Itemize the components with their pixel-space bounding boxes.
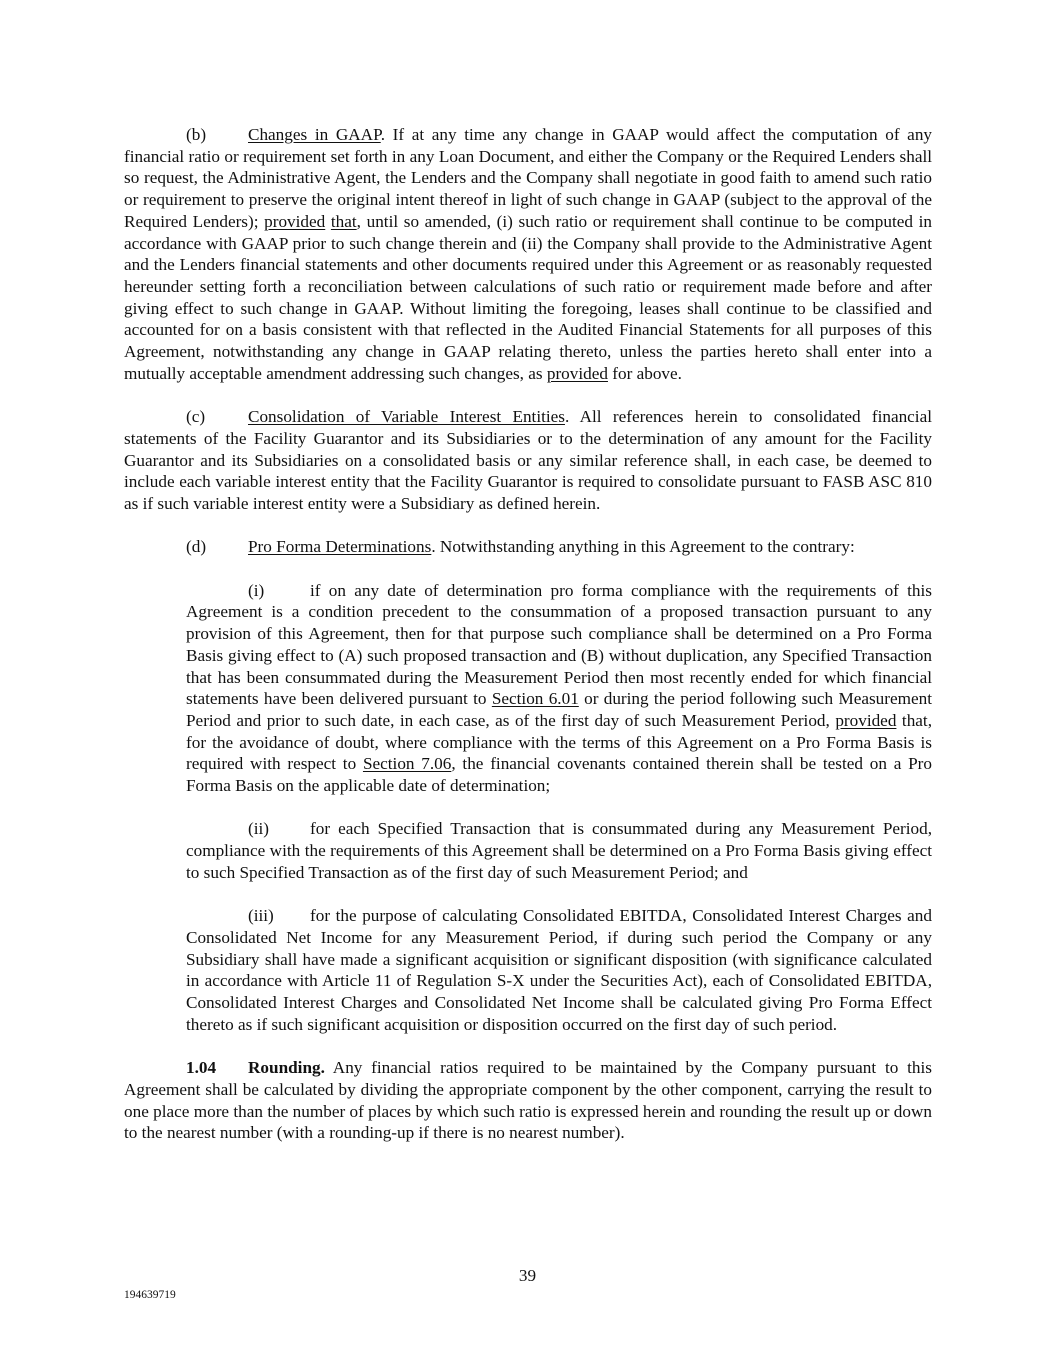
section-c-label: (c) [186, 407, 206, 427]
page-number: 39 [518, 1266, 537, 1285]
section-1-04-text: Any financial ratios required to be maintained by the Company pursuant to this Agreement shall be calculated by dividing the appropriate component by the other component, carrying the result to one place more than the number of places by which such ratio is expressed herein and rounding the result up or down to the nearest number (with a rounding-up if there is no nearest number). [124, 1058, 932, 1143]
section-b-text-cont: , until so amended, (i) such ratio or requirement shall continue to be computed in accordance with GAAP prior to such change therein and (ii) the Company shall provide to the Administrative Agent and the Lenders financial statements and other documents required under this Agreement or as reasonably requested hereunder setting forth a reconciliation between calculations of such ratio or requirement made before and after giving effect to such change in GAAP. Without limiting the foregoing, leases shall continue to be classified and accounted for on a basis consistent with that reflected in the Audited Financial Statements for all purposes of this Agreement, notwithstanding any change in GAAP relating thereto, unless the parties hereto shall enter into a mutually acceptable amendment addressing such changes, as [124, 211, 932, 383]
section-b-text: . If at any time any change in GAAP would affect the computation of any financial ratio or requirement set forth in any Loan Document, and either the Company or the Required Lenders shall so request, the Administrative Agent, the Lenders and the Company shall negotiate in good faith to amend such ratio or requirement to preserve the original intent thereof in light of such change in GAAP (subject to the approval of the Required Lenders); [124, 125, 933, 231]
document-id: 194639719 [124, 1289, 176, 1301]
clause-ii-paragraph [186, 818, 932, 883]
section-6-01-reference: Section 6.01 [491, 689, 579, 709]
clause-iii-paragraph [186, 905, 932, 1035]
that-term: that [330, 211, 357, 231]
section-1-04-number: 1.04 [186, 1058, 217, 1078]
clause-ii-label: (ii) [248, 819, 269, 839]
clause-i-label: (i) [248, 580, 265, 600]
section-1-04-paragraph [124, 1057, 932, 1144]
section-d-heading: Pro Forma Determinations [248, 537, 432, 557]
clause-i-paragraph: (i) if on any date of determination pro forma compliance with the requirements of this Agreement is a condition precedent to the consummation of a proposed transaction pursuant to any provision of this Agreement, then for that purpose such compliance shall be determined on a Pro Forma Basis giving effect to (A) such proposed transaction and (B) without duplication, any Specified Transaction that has been consummated during the Measurement Period then most recently ended for which financial statements have been delivered pursuant to Section 6.01 or during the period following such Measurement Period and prior to such date, in each case, as of the first day of such Measurement Period, provided that, for the avoidance of doubt, where compliance with the terms of this Agreement on a Pro Forma Basis is required with respect to Section 7.06, the financial covenants contained therein shall be tested on a Pro Forma Basis on the applicable date of determination; [186, 580, 932, 796]
clause-ii-text: for each Specified Transaction that is consummated during any Measurement Period, compliance with the requirements of this Agreement shall be determined on a Pro Forma Basis giving effect to such Specified Transaction as of the first day of such Measurement Period; and [186, 819, 932, 882]
section-b-paragraph: (b) Changes in GAAP. If at any time any change in GAAP would affect the computation of any financial ratio or requirement set forth in any Loan Document, and either the Company or the Required Lenders shall so request, the Administrative Agent, the Lenders and the Company shall negotiate in good faith to amend such ratio or requirement to preserve the original intent thereof in light of such change in GAAP (subject to the approval of the Required Lenders); provided that, until so amended, (i) such ratio or requirement shall continue to be computed in accordance with GAAP prior to such change therein and (ii) the Company shall provide to the Administrative Agent and the Lenders financial statements and other documents required under this Agreement or as reasonably requested hereunder setting forth a reconciliation between calculations of such ratio or requirement made before and after giving effect to such change in GAAP. Without limiting the foregoing, leases shall continue to be classified and accounted for on a basis consistent with that reflected in the Audited Financial Statements for all purposes of this Agreement, notwithstanding any change in GAAP relating thereto, unless the parties hereto shall enter into a mutually acceptable amendment addressing such changes, as provided for above. [124, 125, 933, 383]
clause-iii-text: for the purpose of calculating Consolidated EBITDA, Consolidated Interest Charges and Consolidated Net Income for any Measurement Period, if during such period the Company or any Subsidiary shall have made a significant acquisition or significant disposition (with significance calculated in accordance with Article 11 of Regulation S-X under the Securities Act), each of Consolidated EBITDA, Consolidated Interest Charges and Consolidated Net Income shall be calculated giving Pro Forma Effect thereto as if such significant acquisition or disposition occurred on the first day of such period. [186, 906, 932, 1034]
provided-term: provided [835, 710, 897, 730]
document-body [124, 124, 932, 1166]
section-d-paragraph [124, 536, 932, 558]
section-c-heading: Consolidation of Variable Interest Entities [248, 407, 565, 427]
clause-i-text: if on any date of determination pro forma compliance with the requirements of this Agreement is a condition precedent to the consummation of a proposed transaction pursuant to any provision of this Agreement, then for that purpose such compliance shall be determined on a Pro Forma Basis giving effect to (A) such proposed transaction and (B) without duplication, any Specified Transaction that has been consummated during the Measurement Period then most recently ended for which financial statements have been delivered pursuant to [186, 580, 932, 709]
section-c-text: . All references herein to consolidated financial statements of the Facility Guarantor and its Subsidiaries or to the determination of any amount for the Facility Guarantor and its Subsidiaries on a consolidated basis or any similar reference shall, in each case, be deemed to include each variable interest entity that the Facility Guarantor is required to consolidate pursuant to FASB ASC 810 as if such variable interest entity were a Subsidiary as defined herein. [124, 407, 932, 513]
section-b-label: (b) [186, 125, 207, 144]
section-d-label: (d) [186, 537, 207, 557]
section-1-04-heading: Rounding. [248, 1058, 325, 1078]
provided-term: provided [264, 211, 326, 231]
section-c-paragraph [124, 406, 932, 515]
clause-iii-label: (iii) [248, 906, 274, 926]
section-b-heading: Changes in GAAP [248, 125, 381, 144]
section-d-text: . Notwithstanding anything in this Agreement to the contrary: [431, 537, 855, 557]
provided-term: provided [546, 363, 608, 383]
section-7-06-reference: Section 7.06 [362, 754, 452, 774]
